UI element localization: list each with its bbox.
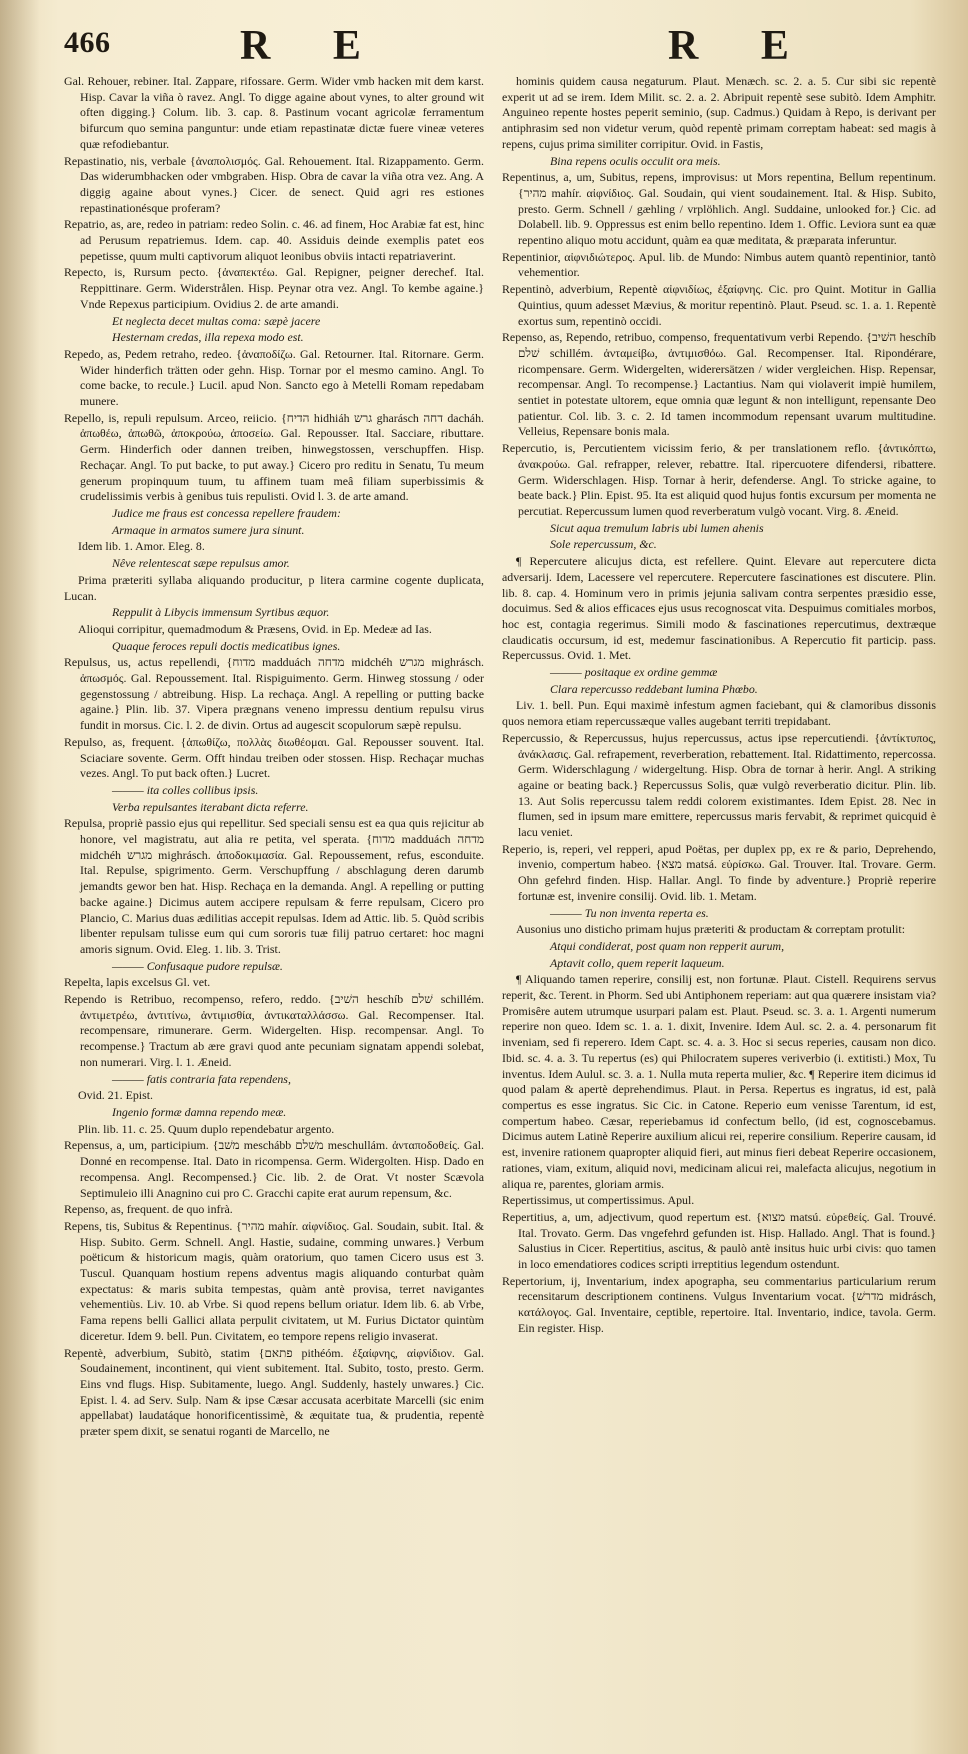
dictionary-entry: Repens, tis, Subitus & Repentinus. {מהיר mahír. αἰφνίδιος. Gal. Soudain, subit. Ital. & Hisp. Subito. Germ. Schnell. Angl. Hastie, sudaine, comming unwares.} Verbum poëticum & historicum magis, quàm oratorium, quo tamen Cicero usus est 3. Tuscul. Quanquam hostium repens adventus magis aliquando conturbat quàm expectatus: & maris subita tempestas, quàm antè provisa, terret navigantes vehementiùs. Liv. 10. ab Vrbe. Si quod repens bellum oriatur. Idem lib. 6. ab Vrbe, Fama repens belli Gallici allata perpulit civitatem, ut M. Furius Dictator quintùm diceretur. Idem 9. bell. Pun. Civitatem, eo tempore repens religio invaserat. bbox=[64, 1218, 484, 1343]
dictionary-entry: Repercussio, & Repercussus, hujus repercussus, actus ipse repercutiendi. {ἀντίκτυπος, ἀνάκλασις. Gal. refrapement, reverberation, rebattement. Ital. Ridattimento, repercossa. Germ. Widerschlagung / widergeltung. Hisp. Obra de tornar à herir. Angl. A striking againe or beating back.} Repercussus Solis, quæ vulgò reverberatio dicitur. Plin. lib. 13. Aut Solis repercussu talem reddi colorem existimantes. Idem Epist. 28. Nec in flumen, sed in ipsum mare emittere, repercussus maris fervabit, & reprimet quicquid è lacu veniet. bbox=[502, 730, 936, 840]
dictionary-entry: Repensus, a, um, participium. {משׁב meschább משׁלם meschullám. ἀνταποδοθείς. Gal. Donné en recompense. Ital. Dato in ricompensa. Germ. Widergolten. Hisp. Dado en recompensa. Angl. Recompensed.} Cic. lib. 2. de Orat. Vt noster Scævola Septimuleio illi Anagnino cui pro C. Gracchi capite erat aurum repensum, &c. bbox=[64, 1138, 484, 1200]
dictionary-entry: Repentinò, adverbium, Repentè αἰφνιδίως, ἐξαίφνης. Cic. pro Quint. Motitur in Gallia Quintius, quum adesset Mævius, & moritur repentinò. Plaut. Pseud. sc. 1. a. 1. Repentè exortus sum, repentinò occidi. bbox=[502, 282, 936, 328]
verse-quotation: Aptavit collo, quem reperit laqueum. bbox=[550, 955, 725, 970]
dictionary-entry: Rependo is Retribuo, recompenso, refero, reddo. {השׁיב heschíb שׁלם schillém. ἀντιμετρέω, ἀντιτίνω, ἀντιμισθία, ἀντικαταλλάσσω. Gal. Recompenser. Ital. recompensare, rimunerare. Germ. Widergelten. Hisp. recompensar. Angl. To recompense.} Tractum ab ære gravi quod ante pecuniam signatam appendi solebat, non numerari. Virg. l. 1. Æneid. bbox=[64, 992, 484, 1069]
paragraph: Ovid. 21. Epist. bbox=[78, 1088, 153, 1103]
dictionary-entry: Repedo, as, Pedem retraho, redeo. {ἀναποδίζω. Gal. Retourner. Ital. Ritornare. Germ. Wider hinderfich trätten oder gehn. Hisp. Tornar por el mesmo camino. Angl. To come backe, to recule.} Lucil. apud Non. Sancto ego à Metelli Romam repedabam munere. bbox=[64, 346, 484, 409]
verse-quotation: Sole repercussum, &c. bbox=[550, 537, 657, 552]
dictionary-entry: Repulsus, us, actus repellendi, {מדוח madduách מדחה midchéh מגרש mighrásch. ἀπωσμός. Gal. Repoussement. Ital. Rispiguimento. Germ. Hinweg stossung / oder gegenstossung / abtreibung. Hisp. La rechaça. Angl. A repelling or putting backe againe.} Plin. lib. 37. Vipera prægnans veneno impressu dentium repulsu virus fundit in morsus. Cic. l. 2. de divin. Ortus ad augescit scopulorum sæpè repulsu. bbox=[64, 655, 484, 733]
running-head-left: R E bbox=[240, 23, 387, 69]
verse-quotation: Reppulit à Libycis immensum Syrtibus æquor. bbox=[112, 605, 330, 620]
verse-quotation: Et neglecta decet multas coma: sæpè jacere bbox=[112, 313, 321, 328]
paragraph: Idem lib. 1. Amor. Eleg. 8. bbox=[78, 539, 205, 554]
dictionary-entry: Repelta, lapis excelsus Gl. vet. bbox=[64, 975, 211, 990]
dictionary-entry: Repulso, as, frequent. {ἀπωθίζω, πολλὰς διωθέομαι. Gal. Repousser souvent. Ital. Sciaciare sovente. Germ. Offt hindau treiben oder stossen. Hisp. Rechaçar muchas vezes. Angl. To put back often.} Lucret. bbox=[64, 734, 484, 781]
dictionary-entry: Repulsa, propriè passio ejus qui repellitur. Sed speciali sensu est ea qua quis rejicitur ab honore, vel magistratu, aut alia re petita, vel sperata. {מדוח madduách מדחה midchéh מגרש mighrásch. ἀποδοκιμασία. Gal. Repoussement, refus, esconduite. Ital. Repulse, spigrimento. Germ. Verschupffung / abschlagung deren darumb jemandts gewor ben hat. Hisp. Rechaça en la demanda. Angl. A repelling or putting backe againe.} Dicimus autem accipere repulsam & ferre repulsam, Cicero pro Plancio, C. Marius duas ædilitias accepit repulsas. Idem ad Attic. lib. 5. Quòd scribis libenter repulsam tulisse eum qui cum sororis tuæ filij patruo certaret: hoc magni amoris signum. Ovid. Eleg. 1. lib. 3. Trist. bbox=[64, 816, 484, 956]
page-number: 466 bbox=[64, 26, 111, 59]
verse-quotation: Armaque in armatos sumere jura sinunt. bbox=[112, 522, 305, 537]
dictionary-entry: Repentè, adverbium, Subitò, statim {פתאם pithéóm. ἐξαίφνης, αἰφνίδιον. Gal. Soudainement, incontinent, qui vient subitement. Ital. Subito, tosto, presto. Germ. Eins vnd flugs. Hisp. Subitamente, luego. Angl. Suddenly, hastely unwares.} Cic. Epist. l. 4. ad Serv. Sulp. Nam & ipse Cæsar accusata acerbitate Marcelli (sic enim appellabat) laudatáque honorificentissimè, & æquitate tua, & prudentia, repentè præter spem dixit, se senatui roganti de Marcello, ne bbox=[64, 1345, 484, 1439]
paragraph: Liv. 1. bell. Pun. Equi maximè infestum agmen faciebant, qui & clamoribus dissonis quos nemora etiam repercussæque valles augebant territi trepidabant. bbox=[502, 698, 936, 729]
verse-quotation: Hesternam credas, illa repexa modo est. bbox=[112, 330, 304, 345]
verse-quotation: Sicut aqua tremulum labris ubi lumen ahenis bbox=[550, 520, 764, 535]
dictionary-entry: Repecto, is, Rursum pecto. {ἀναπεκτέω. Gal. Repigner, peigner derechef. Ital. Reppittinare. Germ. Widerstrålen. Hisp. Peynar otra vez. Angl. To kembe againe.} Vnde Repexus participium. Ovidius 2. de arte amandi. bbox=[64, 265, 484, 311]
verse-quotation: Judice me fraus est concessa repellere fraudem: bbox=[112, 505, 341, 520]
verse-quotation: ——— ita colles collibus ipsis. bbox=[112, 782, 259, 797]
dictionary-entry: Repastinatio, nis, verbale {ἀναπολισμός. Gal. Rehouement. Ital. Rizappamento. Germ. Das widerumbhacken oder vmbgraben. Hisp. Obra de cavar la viña otra vez. Ang. A diggig againe about vynes.} Cicer. de senect. Quid agri res estiones repastinationésque proferam? bbox=[64, 153, 484, 215]
dictionary-entry: Repatrio, as, are, redeo in patriam: redeo Solin. c. 46. ad finem, Hoc Arabiæ fat est, hinc ad Perusum repatriemus. Idem. cap. 40. Assiduis deinde exemplis patet eos pepetisse, quum multi captivorum aliquot leonibus obviis intacti repatriaverint. bbox=[64, 217, 484, 263]
verse-quotation: Verba repulsantes iterabant dicta referre. bbox=[112, 799, 309, 814]
paragraph: Prima præteriti syllaba aliquando producitur, p litera carmine cogente duplicata, Lucan. bbox=[64, 572, 484, 603]
dictionary-entry: Repertorium, ij, Inventarium, index apographa, seu commentarius particularium rerum recensitarum descriptionem continens. Vulgus Inventarium vocat. {מדרשׁ midrásch, κατάλογος. Gal. Inventaire, ceptible, repertoire. Ital. Inventario, indice, tavola. Germ. Ein register. Hisp. bbox=[502, 1273, 936, 1335]
dictionary-entry: Repentinior, αἰφνιδιώτερος. Apul. lib. de Mundo: Nimbus autem quantò repentinior, tantò vehementior. bbox=[502, 249, 936, 280]
verse-quotation: ——— Confusaque pudore repulsæ. bbox=[112, 958, 283, 973]
verse-quotation: Atqui condiderat, post quam non repperit aurum, bbox=[550, 938, 785, 953]
verse-quotation: Bina repens oculis occulit ora meis. bbox=[550, 153, 721, 168]
dictionary-entry: Reperio, is, reperi, vel repperi, apud Poëtas, per duplex pp, ex re & pario, Deprehendo, invenio, compertum habeo. {מצא matsá. εὑρίσκω. Gal. Trouver. Ital. Trovare. Germ. Ohn gefehrd finden. Hisp. Hallar. Angl. To finde by adventure.} Propriè reperire fortunæ est, invenire consilij. Ovid. lib. 1. Metam. bbox=[502, 841, 936, 903]
paragraph: Ausonius uno disticho primam hujus præteriti & productam & correptam protulit: bbox=[516, 922, 906, 937]
right-column bbox=[502, 74, 936, 1734]
paragraph: ¶ Aliquando tamen reperire, consilij est, non fortunæ. Plaut. Cistell. Requirens servus reperit, &c. Terent. in Phorm. Sed ubi Antiphonem reperiam: aut qua quærere insistam via? Promisêre autem utrumque usurpari palam est. Plaut. Pseud. sc. 3. a. 1. Argenti numerum reperire non queo. Idem sc. 1. a. 1. dixit, Invenire. Idem Aul. sc. 2. a. 4. personarum fit inveniam, sed fi reperero. Idem Capt. sc. 4. a. 3. Hoc si secus reperies, causam non dico. Ibid. sc. 4. a. 3. Tu repertus (es) qui Philocratem superes veriverbio (i. extitisti.) Mox, Tu inventus. Idem Aulul. sc. 3. a. 1. Nulla muta reperta mulier, &c. ¶ Reperire item dicimus id quod palam & apertè deprehendimus. Plaut. in Persa. Repertus es ingratus, id est, palà compertus es esse ingratus. Sic Cic. in Catone. Reperio eum venisse Tarentum, id est, compertum habeo. Cæsar, reperiebamus id confectum bello, (id est, cognoscebamus. Dicimus autem Latinè Reperire auxilium alicui rei, reperire consilium. Reperire causam, id est, invenire rationem quapropter aliquid fieri, aut minus fieri debeat Reperire occasionem, rationes, viam, exitum, aliquid novi, medicinam alicui rei, malefacta alicujus, negotium in aliqua re, parentes, gloriam armis. bbox=[502, 972, 936, 1191]
dictionary-entry: Repenso, as, Rependo, retribuo, compenso, frequentativum verbi Rependo. {השׁיב heschíb שׁלם schillém. ἀνταμείβω, ἀντιμισθόω. Gal. Recompenser. Ital. Ripondérare, ricompensare. Germ. Widergelten, widerersätzen / wider vergleichen. Hisp. Repensar, recompensar. Angl. To recompense.} Lactantius. Nam qui violaverit impiè humilem, sentiet in potestate ultorem, eque omnia quæ legunt & non intelligunt, repensante Deo patientur. Col. lib. 3. c. 2. Id tamen incommodum repensant uvarum multitudine. Velleius, Repensare bonis mala. bbox=[502, 330, 936, 439]
paragraph: Plin. lib. 11. c. 25. Quum duplo rependebatur argento. bbox=[78, 1121, 335, 1136]
dictionary-entry: Gal. Rehouer, rebiner. Ital. Zappare, rifossare. Germ. Wider vmb hacken mit dem karst. Hisp. Cavar la viña ò ravez. Angl. To digge againe about vynes, to alter ground wit often digging.} Colum. lib. 3. cap. 8. Pastinum vocant agricolæ ferramentum bifurcum quo semina panguntur: unde etiam repastinatæ dictæ fuere vineæ veteres quæ refodiebantur. bbox=[64, 74, 484, 151]
left-column bbox=[64, 74, 484, 1734]
paragraph: hominis quidem causa negaturum. Plaut. Menæch. sc. 2. a. 5. Cur sibi sic repentè experit ut ad se irem. Idem Milit. sc. 2. a. 2. Abripuit repentè sese subitò. Idem Amphitr. Anguineo repente hostes peperit seminio, (sup. Cadmus.) Quidam à Repo, is derivant per antiphrasim sed non videtur verum, quòd repentè primam correptam habeat: sed magis à repens, cujus prima similiter corripitur. Ovid. in Fastis, bbox=[502, 74, 936, 151]
dictionary-entry: Repertitius, a, um, adjectivum, quod repertum est. {מצוא matsú. εὑρεθείς. Gal. Trouvé. Ital. Trovato. Germ. Das vngefehrd gefunden ist. Hisp. Hallado. Angl. That is found.} Salustius in Cicer. Repertitius, ascitus, & paulò antè insitus huic urbi civis: quo tamen in loco emendatiores codices scripti irreptitius legendum ostendunt. bbox=[502, 1209, 936, 1272]
dictionary-entry: Repercutio, is, Percutientem vicissim ferio, & per translationem reflo. {ἀντικόπτω, ἀνακρούω. Gal. refrapper, relever, rebattre. Ital. ripercuotere difendersi, ribattere. Germ. Widerschlagen. Hisp. Tornar à herir, defenderse. Angl. To stricke againe, to beate back.} Plin. Epist. 95. Ita est aliquid quod hujus fontis excursum per momenta ne percutiat. Repercussum lumen quod reverberatum vulgò vocant. Virg. 8. Æneid. bbox=[502, 441, 936, 518]
dictionary-entry: Repello, is, repuli repulsum. Arceo, reiicio. {הדיח hidhiáh גרש gharásch דחה dacháh. ἀπωθέω, ἀπωθῶ, ἀποκρούω, ἀποσείω. Gal. Repousser. Ital. Sacciare, ributtare. Germ. Hinderfich oder dannen treiben, hinwegstossen, verschupffen. Hisp. Rechaçar. Angl. To put backe, to put away.} Cicero pro reditu in Senatu, Tu meum generum propinquum tuum, tu affinem tuam meâ filiam superbissimis & crudelissimis verbis à genibus tuis repulisti. Ovid l. 3. de arte amand. bbox=[64, 410, 484, 504]
verse-quotation: Clara repercusso reddebant lumina Phœbo. bbox=[550, 681, 758, 696]
running-head-right: R E bbox=[668, 23, 815, 69]
binding-shadow bbox=[0, 0, 40, 1754]
paragraph: Alioqui corripitur, quemadmodum & Præsens, Ovid. in Ep. Medeæ ad Ias. bbox=[78, 621, 432, 636]
dictionary-entry: Repentinus, a, um, Subitus, repens, improvisus: ut Mors repentina, Bellum repentinum. {מהיר mahír. αἰφνίδιος. Gal. Soudain, qui vient soudainement. Ital. & Hisp. Subito, presto. Germ. Schnell / gæhling / vrplöhlich. Angl. Suddaine, unlooked for.} Cic. ad Dolabell. lib. 9. Oppressus est enim bello repentino. Idem 1. Offic. Leviora sunt ea quæ repentino aliquo motu accidunt, quàm ea quæ meditata, & præparata inferuntur. bbox=[502, 170, 936, 248]
verse-quotation: ——— positaque ex ordine gemmæ bbox=[550, 665, 718, 680]
paragraph: ¶ Repercutere alicujus dicta, est refellere. Quint. Elevare aut repercutere dicta adversarij. Idem, Lacessere vel repercutere. Repercutere fascinationes est discutere. Plin. lib. 8. cap. 4. Hominum vero in primis jejunia salivam contra serpentes præsidio esse, docuimus. Sed & alios efficaces ejus usus recognoscat vita. Despuimus comitiales morbos, hoc est, contagia regerimus. Simili modo & fascinationes repercutimus, dextræque claudicatis occursum, id est, medemur fascinationibus. A Repercutio fit particip. pass. Repercussus. Ovid. 1. Met. bbox=[502, 554, 936, 663]
dictionary-entry: Repertissimus, ut compertissimus. Apul. bbox=[502, 1193, 695, 1208]
verse-quotation: Nêve relentescat sæpe repulsus amor. bbox=[112, 556, 290, 571]
dictionary-entry: Repenso, as, frequent. de quo infrà. bbox=[64, 1202, 233, 1217]
verse-quotation: ——— Tu non inventa reperta es. bbox=[550, 905, 709, 920]
verse-quotation: Quaque feroces repuli doctis medicatibus ignes. bbox=[112, 638, 341, 653]
verse-quotation: Ingenio formæ damna rependo meæ. bbox=[112, 1105, 287, 1119]
verse-quotation: ——— fatis contraria fata rependens, bbox=[112, 1071, 291, 1086]
